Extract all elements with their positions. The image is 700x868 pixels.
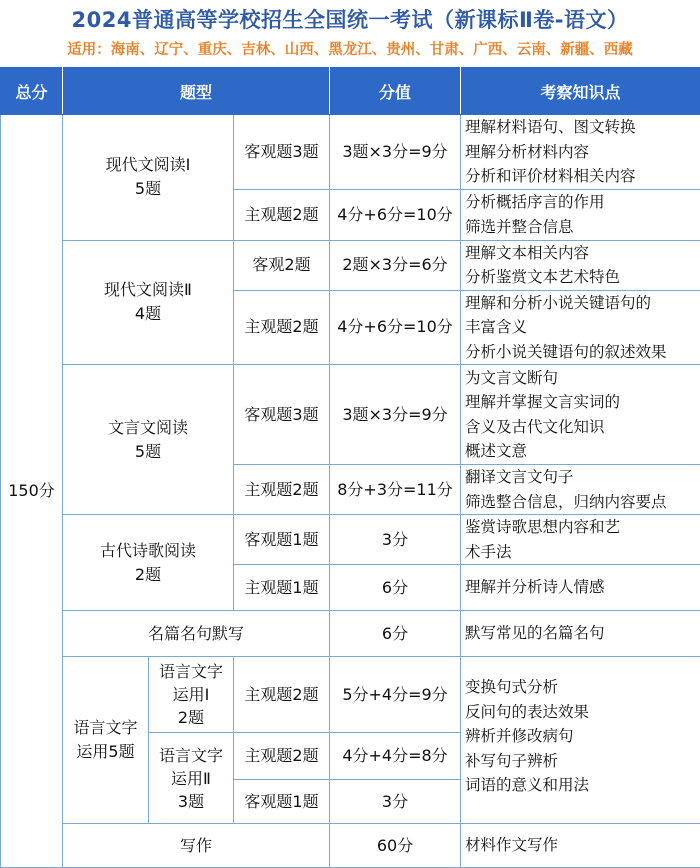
score: 4分+6分=10分 xyxy=(330,189,461,240)
section-ancient-poetry: 古代诗歌阅读 2题 xyxy=(63,515,234,611)
section-language-use-2: 语言文字 运用Ⅱ 3题 xyxy=(149,733,234,824)
knowledge-points: 理解材料语句、图文转换 理解分析材料内容 分析和评价材料相关内容 xyxy=(461,115,700,190)
score: 3题×3分=9分 xyxy=(330,365,461,465)
question-type: 主观题2题 xyxy=(234,290,330,365)
knowledge-points: 理解文本相关内容 分析鉴赏文本艺术特色 xyxy=(461,240,700,290)
section-classical-chinese: 文言文阅读 5题 xyxy=(63,365,234,515)
table-row xyxy=(1,515,700,565)
section-modern-reading-1: 现代文阅读Ⅰ 5题 xyxy=(63,115,234,241)
knowledge-points: 分析概括序言的作用 筛选并整合信息 xyxy=(461,189,700,240)
section-famous-quotes: 名篇名句默写 xyxy=(63,611,330,657)
knowledge-points: 变换句式分析 反问句的表达效果 辨析并修改病句 补写句子辨析 词语的意义和用法 xyxy=(461,657,700,824)
question-type: 主观题2题 xyxy=(234,465,330,515)
score: 6分 xyxy=(330,565,461,611)
score: 4分+6分=10分 xyxy=(330,290,461,365)
knowledge-points: 默写常见的名篇名句 xyxy=(461,611,700,657)
table-row xyxy=(1,240,700,290)
score: 6分 xyxy=(330,611,461,657)
header-total: 总分 xyxy=(1,68,63,115)
question-type: 客观题3题 xyxy=(234,365,330,465)
table-row xyxy=(1,115,700,190)
table-row xyxy=(1,824,700,868)
score: 3分 xyxy=(330,780,461,824)
page-subtitle: 适用：海南、辽宁、重庆、吉林、山西、黑龙江、贵州、甘肃、广西、云南、新疆、西藏 xyxy=(0,38,700,59)
score: 3题×3分=9分 xyxy=(330,115,461,190)
knowledge-points: 鉴赏诗歌思想内容和艺 术手法 xyxy=(461,515,700,565)
total-score: 150分 xyxy=(1,115,63,868)
table-row xyxy=(1,365,700,465)
header-points: 考察知识点 xyxy=(461,68,700,115)
exam-structure-table xyxy=(0,67,700,868)
question-type: 主观题1题 xyxy=(234,565,330,611)
table-row xyxy=(1,611,700,657)
score: 4分+4分=8分 xyxy=(330,733,461,780)
question-type: 客观2题 xyxy=(234,240,330,290)
section-modern-reading-2: 现代文阅读Ⅱ 4题 xyxy=(63,240,234,365)
score: 8分+3分=11分 xyxy=(330,465,461,515)
score: 60分 xyxy=(330,824,461,868)
section-language-use-1: 语言文字 运用Ⅰ 2题 xyxy=(149,657,234,733)
question-type: 客观题1题 xyxy=(234,780,330,824)
header-score: 分值 xyxy=(330,68,461,115)
knowledge-points: 材料作文写作 xyxy=(461,824,700,868)
question-type: 客观题1题 xyxy=(234,515,330,565)
knowledge-points: 理解并分析诗人情感 xyxy=(461,565,700,611)
score: 3分 xyxy=(330,515,461,565)
section-writing: 写作 xyxy=(63,824,330,868)
question-type: 主观题2题 xyxy=(234,733,330,780)
question-type: 主观题2题 xyxy=(234,189,330,240)
score: 2题×3分=6分 xyxy=(330,240,461,290)
question-type: 主观题2题 xyxy=(234,657,330,733)
knowledge-points: 翻译文言文句子 筛选整合信息，归纳内容要点 xyxy=(461,465,700,515)
header-type: 题型 xyxy=(63,68,330,115)
section-language-use: 语言文字 运用5题 xyxy=(63,657,149,824)
table-row xyxy=(1,657,700,733)
knowledge-points: 理解和分析小说关键语句的 丰富含义 分析小说关键语句的叙述效果 xyxy=(461,290,700,365)
score: 5分+4分=9分 xyxy=(330,657,461,733)
table-header-row xyxy=(1,68,700,115)
page-title: 2024普通高等学校招生全国统一考试（新课标Ⅱ卷-语文） xyxy=(0,4,700,34)
question-type: 客观题3题 xyxy=(234,115,330,190)
knowledge-points: 为文言文断句 理解并掌握文言实词的 含义及古代文化知识 概述文意 xyxy=(461,365,700,465)
